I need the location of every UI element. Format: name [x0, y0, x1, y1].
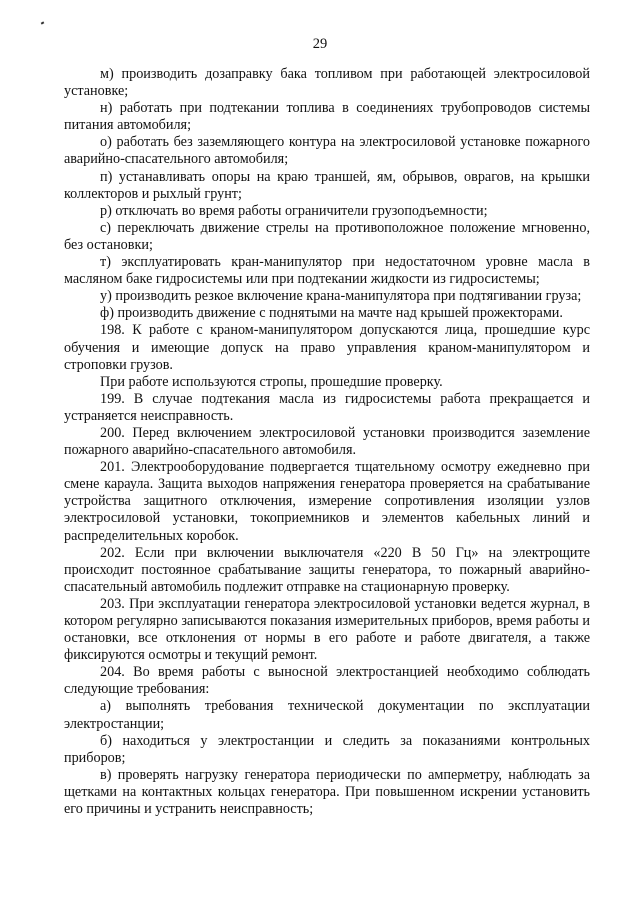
list-item-t: т) эксплуатировать кран-манипулятор при недостаточном уровне масла в масляном баке гидросистемы или при подтекании жидкости из гидросистемы; [64, 254, 590, 288]
clause-198: 198. К работе с краном-манипулятором допускаются лица, прошедшие курс обучения и имеющие допуск на право управления краном-манипулятором и строповки грузов. [64, 322, 590, 373]
list-item-v: в) проверять нагрузку генератора периодически по амперметру, наблюдать за щетками на контактных кольцах генератора. При повышенном искрении установить его причины и устранить неисправность; [64, 766, 590, 818]
list-item-f: ф) производить движение с поднятыми на мачте над крышей прожекторами. [100, 305, 563, 322]
list-item-o: о) работать без заземляющего контура на электросиловой установке пожарного аварийно-спасательного автомобиля; [64, 134, 590, 168]
scan-speck [41, 21, 45, 24]
list-item-r: р) отключать во время работы ограничители грузоподъемности; [100, 202, 488, 219]
clause-204: 204. Во время работы с выносной электростанцией необходимо соблюдать следующие требования: [64, 664, 590, 698]
page-number: 29 [312, 36, 328, 52]
list-item-b: б) находиться у электростанции и следить за показаниями контрольных приборов; [64, 732, 590, 766]
list-item-a: а) выполнять требования технической документации по эксплуатации электростанции; [64, 698, 590, 732]
clause-198-note: При работе используются стропы, прошедшие проверку. [100, 373, 443, 390]
list-item-u: у) производить резкое включение крана-манипулятора при подтягивании груза; [100, 288, 582, 305]
clause-202: 202. Если при включении выключателя «220 В 50 Гц» на электрощите происходит постоянное срабатывание защиты генератора, то пожарный аварийно-спасательный автомобиль подлежит отправке на стационарную проверку. [64, 544, 590, 595]
list-item-n: н) работать при подтекании топлива в соединениях трубопроводов системы питания автомобиля; [64, 100, 590, 134]
clause-201: 201. Электрооборудование подвергается тщательному осмотру ежедневно при смене караула. Защита выходов напряжения генератора проверяется на срабатывание устройства защитного отключения, измерение сопротивления изоляции узлов электросиловой установки, токоприемников и элементов кабельных линий и распределительных коробок. [64, 459, 590, 544]
list-item-p: п) устанавливать опоры на краю траншей, ям, обрывов, оврагов, на крышки коллекторов и рыхлый грунт; [64, 168, 590, 202]
clause-200: 200. Перед включением электросиловой установки производится заземление пожарного аварийно-спасательного автомобиля. [64, 424, 590, 459]
list-item-m: м) производить дозаправку бака топливом при работающей электросиловой установке; [64, 66, 590, 100]
clause-203: 203. При эксплуатации генератора электросиловой установки ведется журнал, в котором регулярно записываются показания измерительных приборов, время работы и остановки, все отклонения от нормы в его работе и работе двигателя, а также фиксируются осмотры и текущий ремонт. [64, 595, 590, 664]
list-item-s: с) переключать движение стрелы на противоположное положение мгновенно, без остановки; [64, 219, 590, 253]
clause-199: 199. В случае подтекания масла из гидросистемы работа прекращается и устраняется неисправность. [64, 390, 590, 424]
document-body [64, 66, 590, 818]
